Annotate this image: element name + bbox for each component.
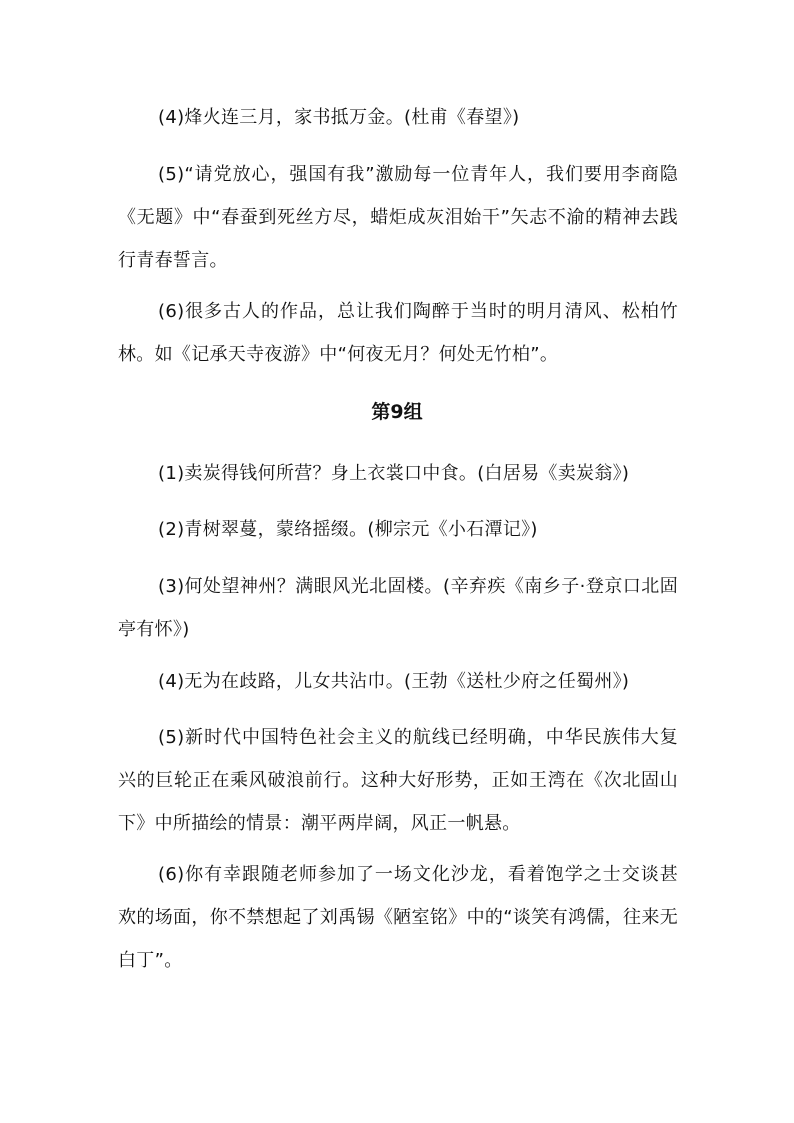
answer-item-a5: (5)“请党放心，强国有我”激励每一位青年人，我们要用李商隐《无题》中“春蚕到死丝方尽，蜡炬成灰泪始干”矢志不渝的精神去践行青春誓言。 [118, 164, 678, 271]
answer-item-b1: (1)卖炭得钱何所营？身上衣裳口中食。(白居易《卖炭翁》) [158, 463, 630, 484]
answer-item-b5: (5)新时代中国特色社会主义的航线已经明确，中华民族伟大复兴的巨轮正在乘风破浪前行。这种大好形势，正如王湾在《次北固山下》中所描绘的情景：潮平两岸阔，风正一帆悬。 [118, 727, 678, 834]
group-heading: 第9组 [371, 401, 423, 423]
answer-item-b3: (3)何处望神州？满眼风光北固楼。(辛弃疾《南乡子·登京口北固亭有怀》) [118, 576, 678, 640]
answer-item-b2: (2)青树翠蔓，蒙络摇缀。(柳宗元《小石潭记》) [158, 519, 538, 540]
answer-item-a6: (6)很多古人的作品，总让我们陶醉于当时的明月清风、松柏竹林。如《记承天寺夜游》中“何夜无月？何处无竹柏”。 [118, 301, 678, 365]
answer-item-b4: (4)无为在歧路，儿女共沾巾。(王勃《送杜少府之任蜀州》) [158, 671, 630, 692]
answer-item-b6: (6)你有幸跟随老师参加了一场文化沙龙，看着饱学之士交谈甚欢的场面，你不禁想起了刘禹锡《陋室铭》中的“谈笑有鸿儒，往来无白丁”。 [118, 864, 678, 971]
answer-item-a4: (4)烽火连三月，家书抵万金。(杜甫《春望》) [158, 107, 520, 128]
